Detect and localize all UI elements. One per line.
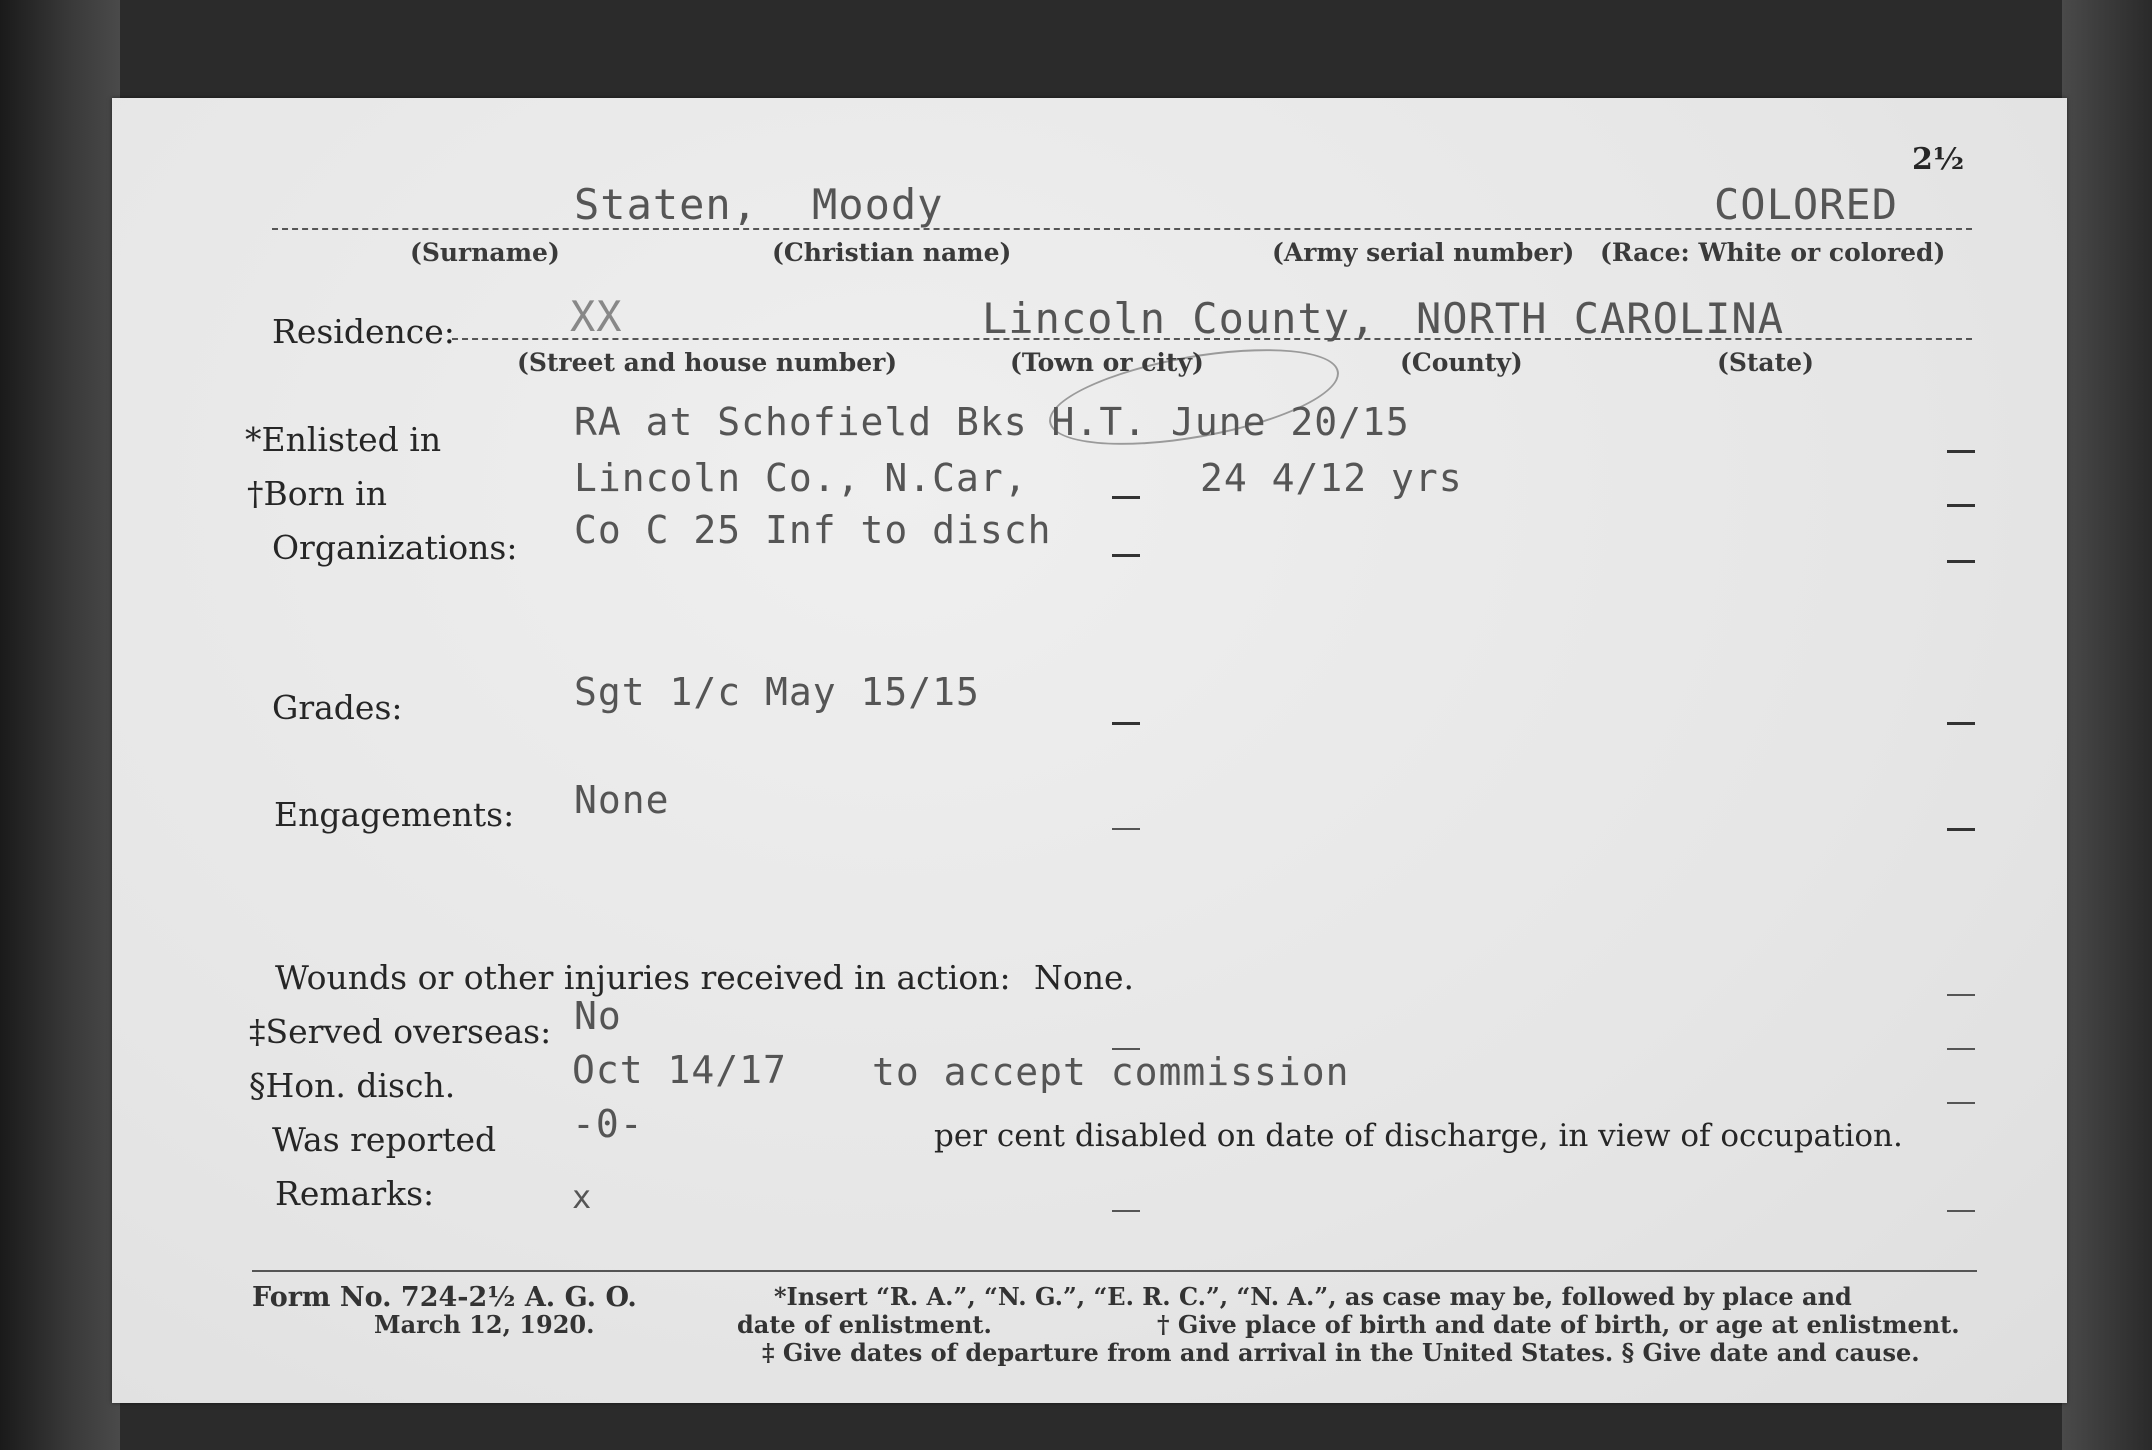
remarks-label: Remarks:	[275, 1174, 435, 1213]
christian-name-label: (Christian name)	[772, 238, 1012, 267]
tick-mark	[1112, 828, 1140, 830]
wounds-value: None.	[1034, 958, 1135, 997]
engagements-label: Engagements:	[274, 795, 515, 834]
age-value: 24 4/12 yrs	[1200, 456, 1463, 500]
residence-label: Residence:	[272, 312, 455, 351]
enlisted-label: *Enlisted in	[245, 420, 442, 459]
tick-mark	[1112, 722, 1140, 725]
state-value: NORTH CAROLINA	[1416, 294, 1785, 343]
tick-mark	[1947, 450, 1975, 453]
enlisted-value: RA at Schofield Bks H.T. June 20/15	[574, 400, 1410, 444]
tick-mark	[1947, 1210, 1975, 1212]
grades-value: Sgt 1/c May 15/15	[574, 670, 980, 714]
hon-disch-reason: to accept commission	[872, 1050, 1350, 1094]
tick-mark	[1947, 1102, 1975, 1104]
organizations-value: Co C 25 Inf to disch	[574, 508, 1052, 552]
serial-label: (Army serial number)	[1272, 238, 1575, 267]
born-label: †Born in	[247, 474, 387, 513]
born-value: Lincoln Co., N.Car,	[574, 456, 1028, 500]
tick-mark	[1947, 1048, 1975, 1050]
hon-disch-date: Oct 14/17	[572, 1048, 787, 1092]
footer-note-2b: † Give place of birth and date of birth, or age at enlistment.	[1157, 1310, 1960, 1339]
footer-note-3: ‡ Give dates of departure from and arrival in the United States. § Give date and cause.	[762, 1338, 1920, 1367]
town-label: (Town or city)	[1010, 348, 1204, 377]
tick-mark	[1112, 1210, 1140, 1212]
residence-line	[452, 338, 1972, 340]
footer-note-1: *Insert “R. A.”, “N. G.”, “E. R. C.”, “N. A.”, as case may be, followed by place and	[774, 1282, 1852, 1311]
state-label: (State)	[1717, 348, 1814, 377]
hon-disch-label: §Hon. disch.	[249, 1066, 456, 1105]
scan-edge-right	[2062, 0, 2152, 1450]
surname-label: (Surname)	[410, 238, 560, 267]
christian-name-value: Moody	[812, 180, 944, 229]
served-overseas-value: No	[574, 994, 622, 1038]
form-date: March 12, 1920.	[374, 1310, 595, 1339]
race-value: COLORED	[1714, 180, 1899, 229]
was-reported-label: Was reported	[272, 1120, 497, 1159]
grades-label: Grades:	[272, 688, 403, 727]
tick-mark	[1947, 828, 1975, 831]
town-county-value: Lincoln County,	[982, 294, 1377, 343]
card-number: 2½	[1912, 142, 1965, 177]
served-overseas-label: ‡Served overseas:	[249, 1012, 552, 1051]
tick-mark	[1947, 504, 1975, 507]
remarks-value: x	[572, 1178, 593, 1216]
footer-rule	[252, 1270, 1977, 1272]
street-value: XX	[570, 292, 623, 341]
form-number: Form No. 724-2½ A. G. O.	[252, 1282, 637, 1313]
footer-note-2a: date of enlistment.	[737, 1310, 992, 1339]
tick-mark	[1947, 994, 1975, 996]
tick-mark	[1947, 560, 1975, 563]
tick-mark	[1112, 496, 1140, 499]
engagements-value: None	[574, 778, 670, 822]
scan-edge-left	[0, 0, 120, 1450]
was-reported-value: -0-	[572, 1102, 644, 1146]
wounds-label: Wounds or other injuries received in action:	[275, 958, 1011, 997]
per-cent-disabled-text: per cent disabled on date of discharge, in view of occupation.	[934, 1118, 1903, 1154]
tick-mark	[1947, 722, 1975, 725]
street-label: (Street and house number)	[517, 348, 898, 377]
tick-mark	[1112, 554, 1140, 557]
name-line	[272, 228, 1972, 230]
race-label: (Race: White or colored)	[1600, 238, 1946, 267]
surname-value: Staten,	[574, 180, 759, 229]
service-record-card	[112, 98, 2067, 1403]
county-label: (County)	[1400, 348, 1523, 377]
organizations-label: Organizations:	[272, 528, 518, 567]
